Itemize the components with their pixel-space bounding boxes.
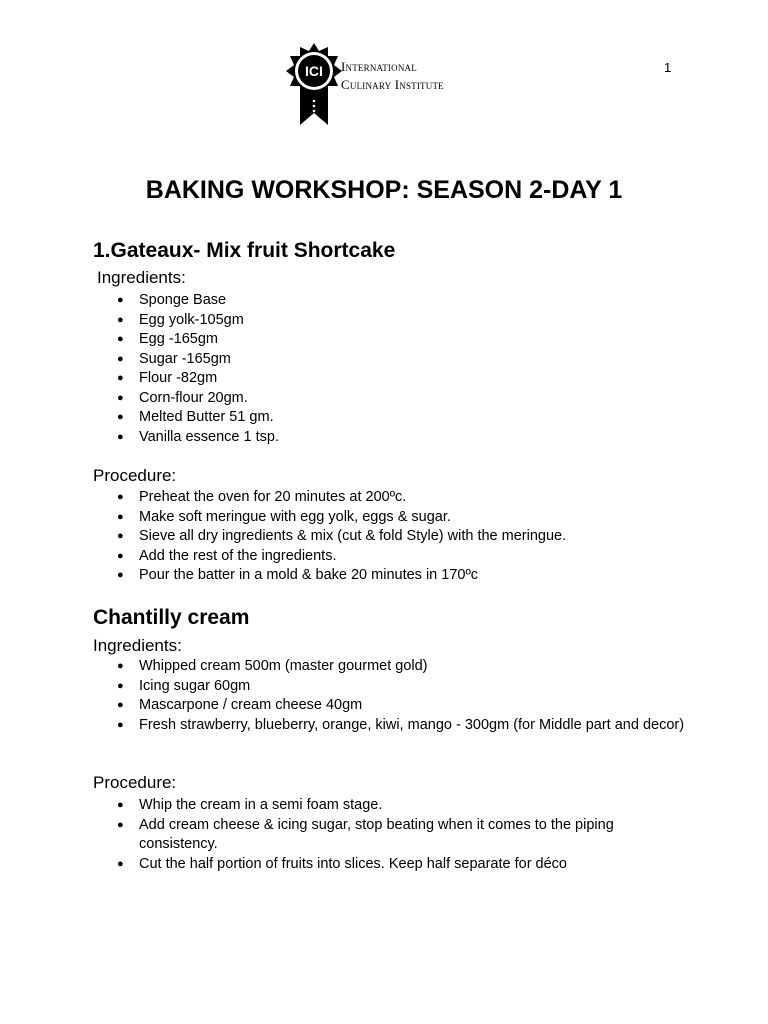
- list-item: ● Sponge Base: [117, 292, 227, 308]
- procedure-list-shortcake: [117, 488, 687, 586]
- procedure-label: Procedure:: [93, 773, 177, 792]
- list-item: ● Icing sugar 60gm: [117, 677, 251, 694]
- list-item: ● Mascarpone / cream cheese 40gm: [117, 697, 363, 713]
- list-item: ● Preheat the oven for 20 minutes at 200ºc.: [117, 489, 407, 505]
- list-item: ● Cut the half portion of fruits into slices. Keep half separate for déco: [117, 855, 567, 872]
- list-item: ● Add the rest of the ingredients.: [117, 547, 337, 564]
- list-item: ● Whip the cream in a semi foam stage.: [117, 797, 383, 813]
- ingredients-list-chantilly: [117, 657, 687, 735]
- list-item: ● Sugar -165gm: [117, 350, 231, 367]
- list-item: ● Fresh strawberry, blueberry, orange, kiwi, mango - 300gm (for Middle part and decor): [117, 716, 685, 733]
- list-item: ● Melted Butter 51 gm.: [117, 409, 274, 425]
- list-item: ● Flour -82gm: [117, 370, 218, 386]
- procedure-label: Procedure:: [93, 466, 177, 485]
- list-item: ● Egg -165gm: [117, 331, 218, 347]
- logo-line-2: Culinary Institute: [341, 77, 444, 92]
- procedure-list-chantilly: [117, 796, 687, 874]
- list-item: ● Sieve all dry ingredients & mix (cut & fold Style) with the meringue.: [117, 528, 567, 544]
- logo-line-1: International: [341, 59, 417, 74]
- list-item: ● Pour the batter in a mold & bake 20 minutes in 170ºc: [117, 567, 478, 583]
- section-heading-shortcake: 1.Gateaux- Mix fruit Shortcake: [93, 239, 396, 262]
- ingredients-label: Ingredients:: [97, 268, 186, 287]
- list-item: ● Make soft meringue with egg yolk, eggs & sugar.: [117, 508, 451, 525]
- list-item: ● Add cream cheese & icing sugar, stop beating when it comes to the piping consistency.: [117, 816, 614, 852]
- logo-wordmark: [341, 58, 444, 94]
- list-item: ● Egg yolk-105gm: [117, 311, 244, 328]
- list-item: ● Corn-flour 20gm.: [117, 389, 248, 406]
- logo-ribbon-icon: [286, 43, 342, 129]
- document-title: BAKING WORKSHOP: SEASON 2-DAY 1: [145, 176, 623, 204]
- section-heading-chantilly: Chantilly cream: [93, 606, 250, 629]
- logo-badge-text: ICI: [305, 63, 323, 79]
- list-item: ● Whipped cream 500m (master gourmet gold): [117, 658, 428, 674]
- institute-logo: [286, 43, 486, 129]
- ingredients-label: Ingredients:: [93, 636, 182, 655]
- ingredients-list-shortcake: [117, 291, 687, 447]
- page-number: 1: [664, 60, 672, 75]
- list-item: ● Vanilla essence 1 tsp.: [117, 428, 279, 445]
